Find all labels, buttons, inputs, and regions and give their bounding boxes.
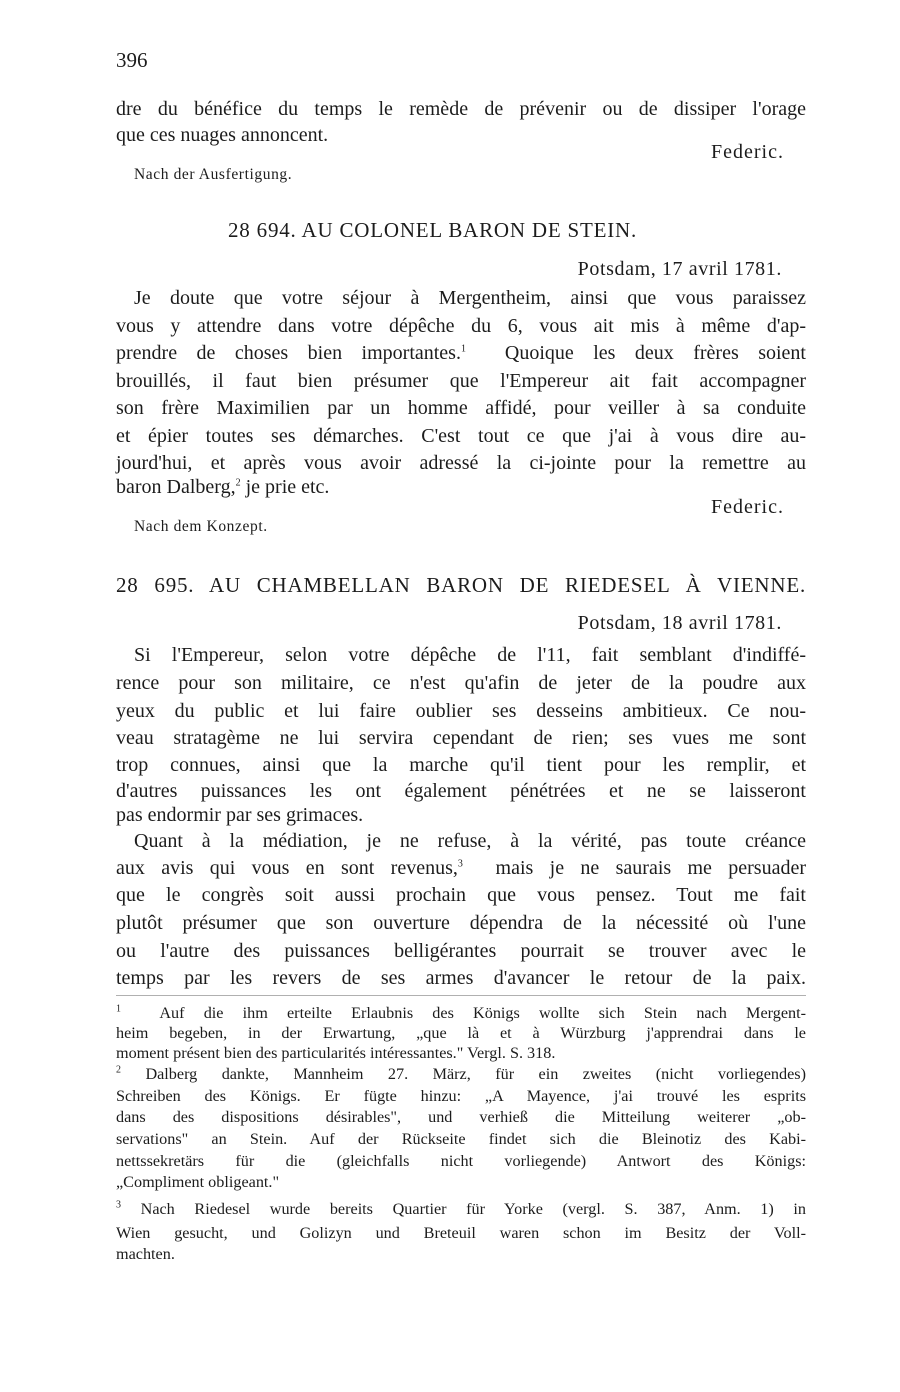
text-line: Quant à la médiation, je ne refuse, à la vérité, pas toute créance: [134, 830, 806, 852]
footnote-divider: [116, 995, 806, 996]
footnote-line: heim begeben, in der Erwartung, „que là et à Würzburg j'apprendrai dans le: [116, 1024, 806, 1042]
signature: Federic.: [711, 141, 784, 163]
text-line: plutôt présumer que son ouverture dépendra de la nécessité où l'une: [116, 912, 806, 934]
footnote-number: 2: [116, 1064, 121, 1076]
text-line: brouillés, il faut bien présumer que l'Empereur ait fait accompagner: [116, 370, 806, 392]
text-line: dre du bénéfice du temps le remède de prévenir ou de dissiper l'orage: [116, 98, 806, 120]
footnote-line: moment présent bien des particularités intéressantes." Vergl. S. 318.: [116, 1044, 556, 1062]
text-line: que ces nuages annoncent.: [116, 124, 329, 146]
text-line: pas endormir par ses grimaces.: [116, 804, 364, 826]
text-line: [116, 857, 806, 880]
dateline: Potsdam, 17 avril 1781.: [577, 258, 782, 280]
text-segment: baron Dalberg,: [116, 476, 236, 498]
footnote-line: Wien gesucht, und Golizyn und Breteuil waren schon im Besitz der Voll-: [116, 1224, 806, 1242]
footnote-line: Schreiben des Königs. Er fügte hinzu: „A Mayence, j'ai trouvé les esprits: [116, 1087, 806, 1105]
text-line: temps par les revers de ses armes d'avancer le retour de la paix.: [116, 967, 806, 989]
text-line: que le congrès soit aussi prochain que vous pensez. Tout me fait: [116, 884, 806, 906]
footnote-line: [116, 1200, 806, 1219]
footnote-line: [116, 1004, 806, 1023]
text-line: Je doute que votre séjour à Mergentheim, ainsi que vous paraissez: [134, 287, 806, 309]
source-note: Nach der Ausfertigung.: [134, 166, 293, 183]
text-line: veau stratagème ne lui servira cependant de rien; ses vues me sont: [116, 727, 806, 749]
text-line: ou l'autre des puissances belligérantes pourrait se trouver avec le: [116, 940, 806, 962]
footnote-number: 1: [116, 1003, 121, 1015]
footnote-line: machten.: [116, 1245, 175, 1263]
text-segment: Nach Riedesel wurde bereits Quartier für Yorke (vergl. S. 387, Anm. 1) in: [140, 1200, 806, 1218]
text-segment: mais je ne saurais me persuader: [495, 857, 806, 879]
signature: Federic.: [711, 496, 784, 518]
footnote-line: nettssekretärs für die (gleichfalls nicht vorliegende) Antwort des Königs:: [116, 1152, 806, 1170]
text-segment: aux avis qui vous en sont revenus,: [116, 857, 458, 879]
footnote-mark: 1: [460, 343, 466, 355]
text-line: et épier toutes ses démarches. C'est tout ce que j'ai à vous dire au-: [116, 425, 806, 447]
text-line: d'autres puissances les ont également pénétrées et ne se laisseront: [116, 780, 806, 802]
footnote-number: 3: [116, 1199, 121, 1211]
page-number: 396: [116, 48, 148, 72]
text-line: jourd'hui, et après vous avoir adressé la ci-jointe pour la remettre au: [116, 452, 806, 474]
footnote-mark: 3: [457, 858, 463, 870]
text-line: trop connues, ainsi que la marche qu'il tient pour les remplir, et: [116, 754, 806, 776]
footnote-mark: 2: [235, 477, 241, 489]
text-segment: Quoique les deux frères soient: [504, 342, 806, 364]
footnote-line: dans des dispositions désirables", und verhieß die Mitteilung weiterer „ob-: [116, 1108, 806, 1126]
text-segment: Dalberg dankte, Mannheim 27. März, für ein zweites (nicht vorliegendes): [145, 1065, 806, 1083]
text-line: son frère Maximilien par un homme affidé, pour veiller à sa conduite: [116, 397, 806, 419]
text-line: rence pour son militaire, ce n'est qu'afin de jeter de la poudre aux: [116, 672, 806, 694]
text-line: vous y attendre dans votre dépêche du 6, vous ait mis à même d'ap-: [116, 315, 806, 337]
footnote-line: „Compliment obligeant.": [116, 1173, 280, 1191]
source-note: Nach dem Konzept.: [134, 518, 268, 535]
text-line: yeux du public et lui faire oublier ses desseins ambitieux. Ce nou-: [116, 700, 806, 722]
footnote-line: servations" an Stein. Auf der Rückseite findet sich die Bleinotiz des Kabi-: [116, 1130, 806, 1148]
text-segment: prendre de choses bien importantes.: [116, 342, 461, 364]
dateline: Potsdam, 18 avril 1781.: [577, 612, 782, 634]
text-segment: Auf die ihm erteilte Erlaubnis des Königs wollte sich Stein nach Mergent-: [159, 1004, 806, 1022]
text-line: Si l'Empereur, selon votre dépêche de l'11, fait semblant d'indiffé-: [134, 644, 806, 666]
text-line: [116, 476, 329, 499]
letter-heading: 28 695. AU CHAMBELLAN BARON DE RIEDESEL À VIENNE.: [116, 573, 806, 597]
text-line: [116, 342, 806, 365]
letter-heading: 28 694. AU COLONEL BARON DE STEIN.: [228, 218, 638, 242]
footnote-line: [116, 1065, 806, 1084]
text-segment: je prie etc.: [245, 476, 330, 498]
